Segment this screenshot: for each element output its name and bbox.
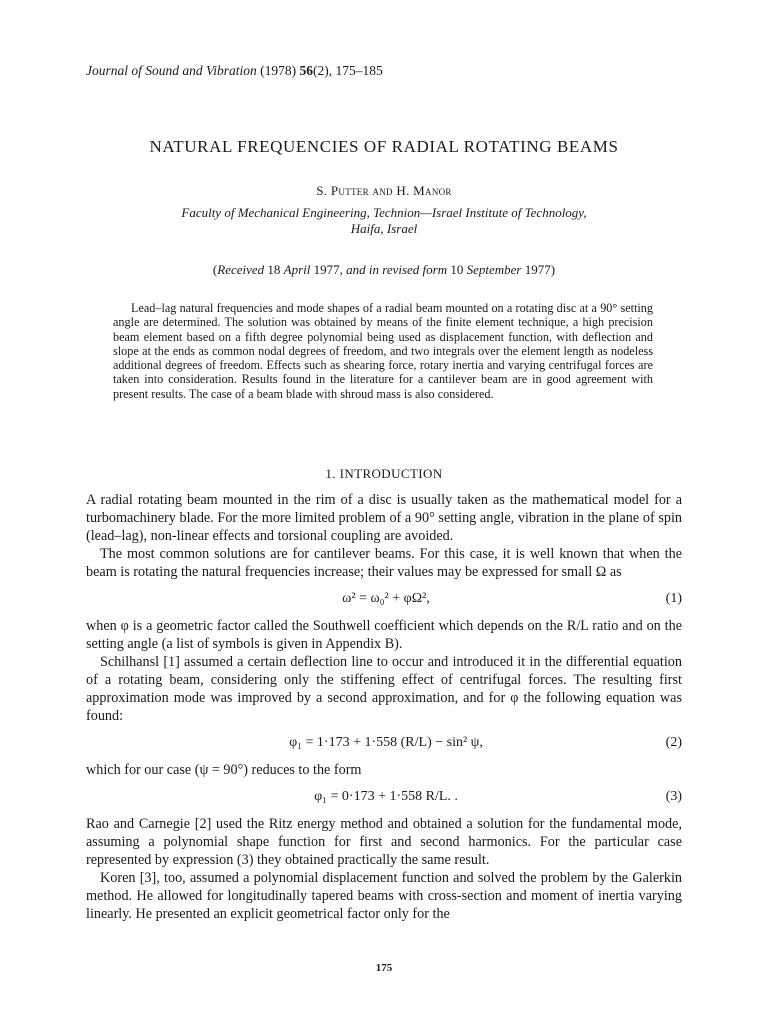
- journal-citation: [86, 63, 383, 79]
- abstract-text: Lead–lag natural frequencies and mode shapes of a radial beam mounted on a rotating disc at a 90° setting angle are determined. The solution was obtained by means of the finite element technique, a high precision beam element based on a fifth degree polynomial being used as displacement function, with deflection and slope at the ends as common nodal degrees of freedom, and two integrals over the element length as nodeless additional degrees of freedom. Effects such as shearing force, rotary inertia and varying centrifugal forces are taken into consideration. Results found in the literature for a cantilever beam are in good agreement with present results. The case of a beam blade with shroud mass is also considered.: [113, 301, 657, 401]
- received-dates: [0, 262, 768, 278]
- equation-1: [86, 581, 682, 617]
- section-heading: 1. INTRODUCTION: [325, 466, 443, 481]
- received-month: April: [283, 262, 311, 277]
- journal-volume: 56: [299, 63, 313, 78]
- paragraph-6: Rao and Carnegie [2] used the Ritz energy method and obtained a solution for the fundamental mode, assuming a polynomial shape function for first and second harmonics. For the particular case represented by expression (3) they obtained practically the same result.: [86, 816, 686, 868]
- abstract: [113, 301, 657, 401]
- paragraph-5: which for our case (ψ = 90°) reduces to the form: [86, 762, 362, 778]
- paragraph-3: when φ is a geometric factor called the Southwell coefficient which depends on the R/L ratio and on the setting angle (a list of symbols is given in Appendix B).: [86, 618, 686, 652]
- revised-date: 10: [447, 262, 467, 277]
- equation-1-number: (1): [665, 591, 682, 606]
- received-date: 18: [264, 262, 284, 277]
- paragraph-1: A radial rotating beam mounted in the rim of a disc is usually taken as the mathematical model for a turbomachinery blade. For the more limited problem of a 90° setting angle, vibration in the plane of spin (lead–lag), non-linear effects and torsional coupling are avoided.: [86, 492, 686, 544]
- affiliation-line-1: Faculty of Mechanical Engineering, Technion—Israel Institute of Technology,: [181, 205, 587, 220]
- received-open: (: [212, 262, 218, 277]
- journal-name: Journal of Sound and Vibration: [86, 63, 257, 78]
- equation-1-expression: ω² = ω₀² + φΩ²,: [342, 591, 430, 606]
- paragraph-7: Koren [3], too, assumed a polynomial displacement function and solved the problem by the Galerkin method. He allowed for longitudinally tapered beams with cross-section and moment of inertia varying linearly. He presented an explicit geometrical factor only for the: [86, 870, 686, 922]
- revised-year: 1977): [521, 262, 556, 277]
- revised-label: and in revised form: [346, 262, 448, 277]
- journal-issue-pages: (2), 175–185: [313, 63, 383, 78]
- equation-3-expression: φ₁ = 0·173 + 1·558 R/L. .: [314, 789, 458, 804]
- received-year: 1977,: [310, 262, 347, 277]
- equation-3: [86, 779, 682, 815]
- paper-title: NATURAL FREQUENCIES OF RADIAL ROTATING BEAMS: [149, 137, 619, 156]
- revised-month: September: [466, 262, 522, 277]
- affiliation-line-2: Haifa, Israel: [350, 221, 418, 236]
- equation-2-expression: φ₁ = 1·173 + 1·558 (R/L) − sin² ψ,: [289, 735, 483, 750]
- paragraph-4: Schilhansl [1] assumed a certain deflection line to occur and introduced it in the differential equation of a rotating beam, considering only the stiffening effect of centrifugal forces. The resulting first approximation mode was improved by a second approximation, and for φ the following equation was found:: [86, 654, 686, 724]
- paragraph-2: The most common solutions are for cantilever beams. For this case, it is well known that when the beam is rotating the natural frequencies increase; their values may be expressed for small Ω as: [86, 546, 686, 580]
- body-text: [86, 491, 686, 923]
- author-affiliation: [0, 205, 768, 237]
- paper-authors: S. Putter and H. Manor: [316, 183, 452, 198]
- equation-2-number: (2): [665, 735, 682, 750]
- page-number: 175: [375, 962, 393, 974]
- equation-2: [86, 725, 682, 761]
- received-label: Received: [217, 262, 265, 277]
- journal-year: (1978): [256, 63, 300, 78]
- equation-3-number: (3): [665, 789, 682, 804]
